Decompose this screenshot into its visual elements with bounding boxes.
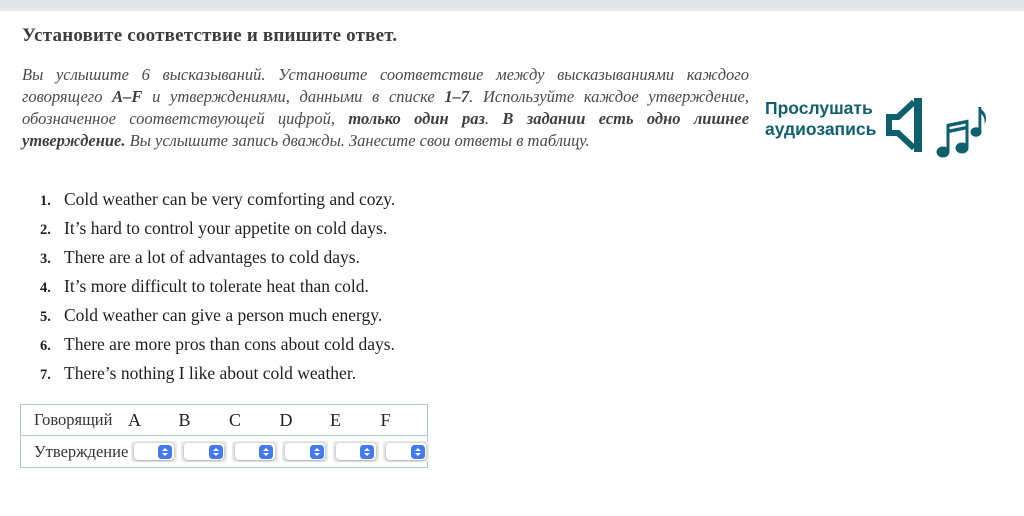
speaker-cell-e — [324, 410, 375, 431]
statement-item — [40, 363, 600, 392]
speaker-cell-a — [122, 410, 173, 431]
chevron-down-icon — [213, 453, 219, 456]
select-field[interactable] — [235, 443, 275, 460]
statement-number: 5. — [40, 309, 51, 325]
answer-cell-a — [128, 441, 179, 462]
statement-item — [40, 334, 600, 363]
select-field[interactable] — [336, 443, 376, 460]
chevron-up-icon — [213, 448, 219, 451]
page-title: Установите соответствие и впишите ответ. — [22, 25, 398, 46]
chevron-down-icon — [314, 453, 320, 456]
answer-cell-c — [229, 441, 280, 462]
answer-cell-b — [179, 441, 230, 462]
speaker-cell-f — [375, 410, 426, 431]
statement-text: There’s nothing I like about cold weather. — [64, 363, 357, 383]
chevron-up-icon — [364, 448, 370, 451]
statement-number: 3. — [40, 251, 51, 267]
answers-row-label: Утверждение — [34, 441, 129, 461]
instruction-segment: . — [484, 109, 503, 128]
chevron-up-icon — [263, 448, 269, 451]
play-audio-label-line1: Прослушать — [765, 98, 873, 118]
task-instructions — [22, 64, 749, 152]
chevron-down-icon — [162, 453, 168, 456]
statement-number: 6. — [40, 338, 51, 354]
speaker-cell-b — [173, 410, 224, 431]
speaker-letter: B — [178, 409, 191, 430]
speaker-cell-d — [274, 410, 325, 431]
statement-number: 4. — [40, 280, 51, 296]
statements-list — [40, 189, 600, 392]
answer-cell-f — [381, 441, 432, 462]
select-stepper-icon[interactable] — [209, 445, 223, 459]
select-stepper-icon[interactable] — [158, 445, 172, 459]
statement-text: Cold weather can give a person much energy. — [64, 305, 383, 325]
answer-select-b[interactable] — [181, 441, 227, 462]
select-field[interactable] — [285, 443, 325, 460]
speaker-letter: A — [128, 409, 141, 430]
statement-item — [40, 276, 600, 305]
statement-item — [40, 189, 600, 218]
play-audio-label[interactable] — [765, 95, 876, 140]
speaker-letter: E — [330, 409, 341, 430]
instruction-segment: Вы услышите запись дважды. Занесите свои ответы в таблицу. — [125, 131, 590, 150]
statement-number: 1. — [40, 193, 51, 209]
chevron-up-icon — [162, 448, 168, 451]
instruction-segment: Вы услышите 6 высказываний. Установите соответствие между высказываниями каждого говорящего — [22, 65, 749, 106]
answer-select-e[interactable] — [333, 441, 379, 462]
chevron-down-icon — [415, 453, 421, 456]
select-stepper-icon[interactable] — [411, 445, 425, 459]
speaker-letter: D — [279, 409, 293, 430]
chevron-down-icon — [263, 453, 269, 456]
instruction-segment: . Используйте каждое утверждение, обозначенное соответствующей цифрой, — [22, 87, 749, 128]
statement-text: There are a lot of advantages to cold days. — [64, 247, 360, 267]
speakers-row-label: Говорящий — [34, 410, 113, 429]
speaker-letter: F — [380, 409, 391, 430]
answer-select-d[interactable] — [282, 441, 328, 462]
speaker-letter: C — [229, 409, 242, 430]
answers-row — [21, 436, 427, 467]
statement-text: It’s more difficult to tolerate heat than cold. — [64, 276, 369, 296]
statement-item — [40, 247, 600, 276]
answer-select-f[interactable] — [383, 441, 429, 462]
instruction-segment: только один раз — [348, 109, 485, 128]
play-audio-button[interactable] — [765, 95, 988, 166]
statement-item — [40, 218, 600, 247]
instruction-segment: и утверждениями, данными в списке — [142, 87, 445, 106]
answer-cell-d — [280, 441, 331, 462]
select-stepper-icon[interactable] — [360, 445, 374, 459]
chevron-up-icon — [415, 448, 421, 451]
statement-number: 7. — [40, 367, 51, 383]
chevron-up-icon — [314, 448, 320, 451]
chevron-down-icon — [364, 453, 370, 456]
top-divider-bar — [0, 0, 1024, 11]
select-field[interactable] — [184, 443, 224, 460]
statement-text: It’s hard to control your appetite on cold days. — [64, 218, 388, 238]
instruction-segment: A–F — [112, 87, 143, 106]
answer-cell-e — [330, 441, 381, 462]
instruction-segment: 1–7 — [444, 87, 470, 106]
select-stepper-icon[interactable] — [259, 445, 273, 459]
statement-text: Cold weather can be very comforting and cozy. — [64, 189, 396, 209]
speakers-row — [21, 405, 427, 436]
music-notes-icon[interactable] — [934, 95, 988, 166]
answer-select-a[interactable] — [131, 441, 177, 462]
select-field[interactable] — [386, 443, 426, 460]
select-stepper-icon[interactable] — [310, 445, 324, 459]
statement-item — [40, 305, 600, 334]
select-field[interactable] — [134, 443, 174, 460]
statement-number: 2. — [40, 222, 51, 238]
statement-text: There are more pros than cons about cold days. — [64, 334, 395, 354]
answer-table — [20, 404, 428, 468]
instruction-segment: В задании есть одно лишнее утверждение. — [22, 109, 750, 150]
answer-select-c[interactable] — [232, 441, 278, 462]
speaker-icon[interactable] — [885, 95, 927, 160]
speaker-cell-c — [223, 410, 274, 431]
play-audio-label-line2: аудиозапись — [765, 119, 877, 139]
